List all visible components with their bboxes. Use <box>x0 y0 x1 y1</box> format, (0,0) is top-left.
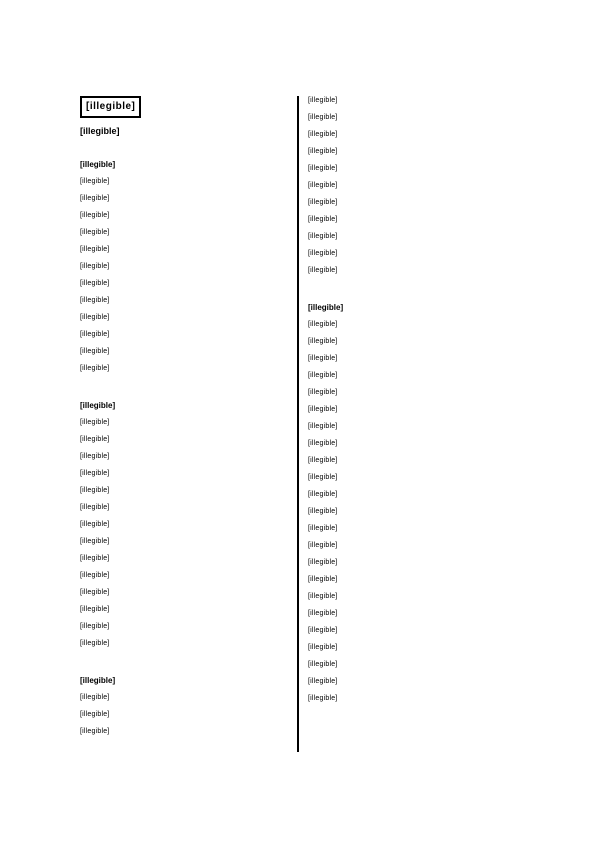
section-heading: [illegible] <box>80 160 116 169</box>
text-line: [illegible] <box>80 453 110 460</box>
text-line: [illegible] <box>308 114 338 121</box>
paragraph <box>308 524 520 601</box>
text-line: [illegible] <box>308 250 338 257</box>
text-line: [illegible] <box>308 542 338 549</box>
text-line: [illegible] <box>80 521 110 528</box>
document-title: [illegible] <box>80 96 141 118</box>
text-line: [illegible] <box>80 487 110 494</box>
text-line: [illegible] <box>80 419 110 426</box>
text-line: [illegible] <box>80 365 110 372</box>
paragraph <box>308 96 520 122</box>
section-heading: [illegible] <box>308 303 344 312</box>
text-line: [illegible] <box>308 661 338 668</box>
paragraph <box>80 211 292 271</box>
text-line: [illegible] <box>80 711 110 718</box>
text-line: [illegible] <box>80 436 110 443</box>
text-line: [illegible] <box>80 280 110 287</box>
paragraph <box>308 130 520 173</box>
text-line: [illegible] <box>308 440 338 447</box>
section <box>308 96 520 275</box>
text-line: [illegible] <box>80 263 110 270</box>
text-line: [illegible] <box>308 491 338 498</box>
text-line: [illegible] <box>308 97 338 104</box>
text-line: [illegible] <box>80 623 110 630</box>
text-line: [illegible] <box>308 233 338 240</box>
text-line: [illegible] <box>308 423 338 430</box>
paragraph <box>80 727 292 736</box>
paragraph <box>80 588 292 648</box>
section <box>80 676 292 736</box>
text-line: [illegible] <box>80 246 110 253</box>
paragraph <box>308 422 520 482</box>
text-line: [illegible] <box>80 606 110 613</box>
text-line: [illegible] <box>80 572 110 579</box>
text-line: [illegible] <box>80 589 110 596</box>
left-column <box>80 96 292 764</box>
text-line: [illegible] <box>308 576 338 583</box>
paragraph <box>308 490 520 516</box>
paragraph <box>80 279 292 322</box>
text-line: [illegible] <box>80 470 110 477</box>
text-line: [illegible] <box>80 314 110 321</box>
paragraph <box>80 177 292 203</box>
text-line: [illegible] <box>80 195 110 202</box>
text-line: [illegible] <box>80 538 110 545</box>
section-heading: [illegible] <box>80 676 116 685</box>
paragraph <box>80 418 292 478</box>
text-line: [illegible] <box>80 212 110 219</box>
text-line: [illegible] <box>308 644 338 651</box>
text-line: [illegible] <box>80 331 110 338</box>
text-line: [illegible] <box>308 627 338 634</box>
text-line: [illegible] <box>308 165 338 172</box>
text-line: [illegible] <box>308 372 338 379</box>
paragraph <box>80 693 292 719</box>
text-line: [illegible] <box>80 297 110 304</box>
text-line: [illegible] <box>308 406 338 413</box>
text-line: [illegible] <box>308 389 338 396</box>
section <box>80 160 292 373</box>
text-line: [illegible] <box>308 593 338 600</box>
paragraph <box>80 486 292 529</box>
text-line: [illegible] <box>80 178 110 185</box>
paragraph <box>80 330 292 373</box>
text-line: [illegible] <box>80 640 110 647</box>
paragraph <box>308 660 520 703</box>
paragraph <box>308 609 520 652</box>
text-line: [illegible] <box>308 559 338 566</box>
text-line: [illegible] <box>308 267 338 274</box>
text-line: [illegible] <box>308 508 338 515</box>
right-sections <box>308 96 520 703</box>
text-line: [illegible] <box>308 216 338 223</box>
text-line: [illegible] <box>308 355 338 362</box>
text-line: [illegible] <box>308 525 338 532</box>
text-line: [illegible] <box>308 199 338 206</box>
text-line: [illegible] <box>308 131 338 138</box>
section <box>308 303 520 703</box>
paragraph <box>308 181 520 241</box>
document-subtitle: [illegible] <box>80 126 120 136</box>
text-line: [illegible] <box>80 504 110 511</box>
paragraph <box>80 537 292 580</box>
paragraph <box>308 249 520 275</box>
text-line: [illegible] <box>308 678 338 685</box>
text-line: [illegible] <box>80 348 110 355</box>
text-line: [illegible] <box>80 555 110 562</box>
text-line: [illegible] <box>308 148 338 155</box>
section-heading: [illegible] <box>80 401 116 410</box>
text-line: [illegible] <box>308 695 338 702</box>
text-line: [illegible] <box>308 610 338 617</box>
text-line: [illegible] <box>308 338 338 345</box>
text-line: [illegible] <box>80 728 110 735</box>
text-line: [illegible] <box>308 182 338 189</box>
text-line: [illegible] <box>308 474 338 481</box>
paragraph <box>308 320 520 380</box>
paragraph <box>308 388 520 414</box>
column-divider <box>297 96 299 752</box>
right-column <box>308 96 520 731</box>
left-sections <box>80 160 292 736</box>
text-line: [illegible] <box>308 457 338 464</box>
text-line: [illegible] <box>80 229 110 236</box>
text-line: [illegible] <box>80 694 110 701</box>
section <box>80 401 292 648</box>
text-line: [illegible] <box>308 321 338 328</box>
